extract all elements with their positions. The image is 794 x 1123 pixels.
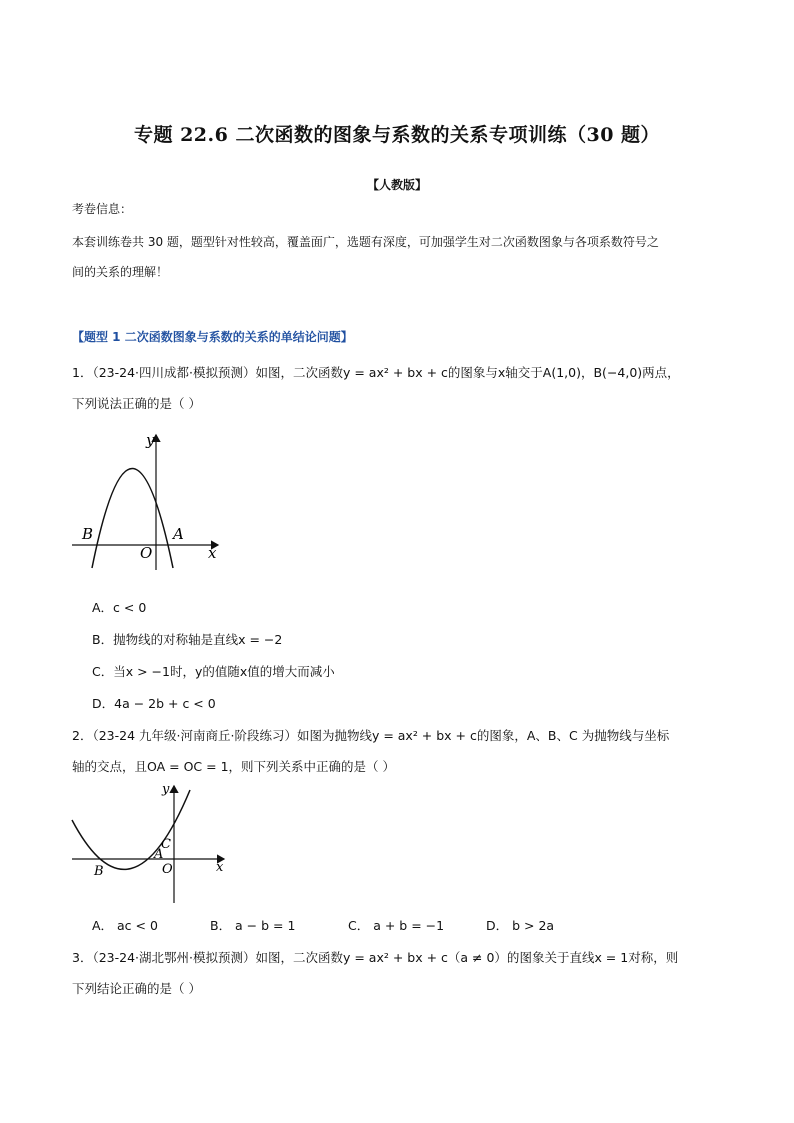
x-axis-label: x [208,544,217,562]
question-1-line-1: 1．（23-24·四川成都·模拟预测）如图，二次函数y = ax² + bx + c的图象与x轴交于A(1,0)，B(−4,0)两点， [72,365,680,380]
question-2-option-d[interactable]: D． b > 2a [486,918,555,933]
point-a-label: A [173,525,184,543]
question-2-parabola-figure [62,778,237,906]
y-axis-label: y [162,782,170,797]
question-3-line-1: 3．（23-24·湖北鄂州·模拟预测）如图，二次函数y = ax² + bx + c（a ≠ 0）的图象关于直线x = 1对称，则 [72,950,679,965]
exam-info-line-1: 本套训练卷共 30 题，题型针对性较高，覆盖面广，选题有深度，可加强学生对二次函数图象与各项系数符号之 [72,235,659,249]
question-2-line-2: 轴的交点，且OA = OC = 1，则下列关系中正确的是（ ） [72,759,396,774]
question-1-option-b[interactable]: B．抛物线的对称轴是直线x = −2 [92,632,283,647]
section-heading-1: 【题型 1 二次函数图象与系数的关系的单结论问题】 [72,330,353,344]
point-c-label: C [161,837,171,852]
x-axis-label: x [216,860,224,875]
point-a-label: A [154,847,164,862]
question-1-option-a[interactable]: A．c < 0 [92,600,147,615]
edition-label: 【人教版】 [366,178,427,192]
question-1-parabola-figure [60,425,230,575]
parabola-curve [92,469,173,569]
parabola-curve [72,790,190,869]
exam-info-label: 考卷信息： [72,202,133,216]
origin-label: O [162,862,173,877]
point-b-label: B [82,525,94,543]
question-2-line-1: 2．（23-24 九年级·河南商丘·阶段练习）如图为抛物线y = ax² + bx + c的图象，A、B、C 为抛物线与坐标 [72,728,670,743]
origin-label: O [140,544,153,562]
question-1-line-2: 下列说法正确的是（ ） [72,396,201,411]
question-2-option-c[interactable]: C． a + b = −1 [348,918,445,933]
exam-info-line-2: 间的关系的理解！ [72,265,169,279]
question-2-option-a[interactable]: A． ac < 0 [92,918,158,933]
page-title: 专题 22.6 二次函数的图象与系数的关系专项训练（30 题） [133,124,661,146]
y-axis-label: y [146,431,155,449]
question-2-option-b[interactable]: B． a − b = 1 [210,918,296,933]
question-1-option-c[interactable]: C．当x > −1时，y的值随x值的增大而减小 [92,664,335,679]
point-b-label: B [94,864,104,879]
question-1-option-d[interactable]: D．4a − 2b + c < 0 [92,696,216,711]
question-3-line-2: 下列结论正确的是（ ） [72,981,201,996]
